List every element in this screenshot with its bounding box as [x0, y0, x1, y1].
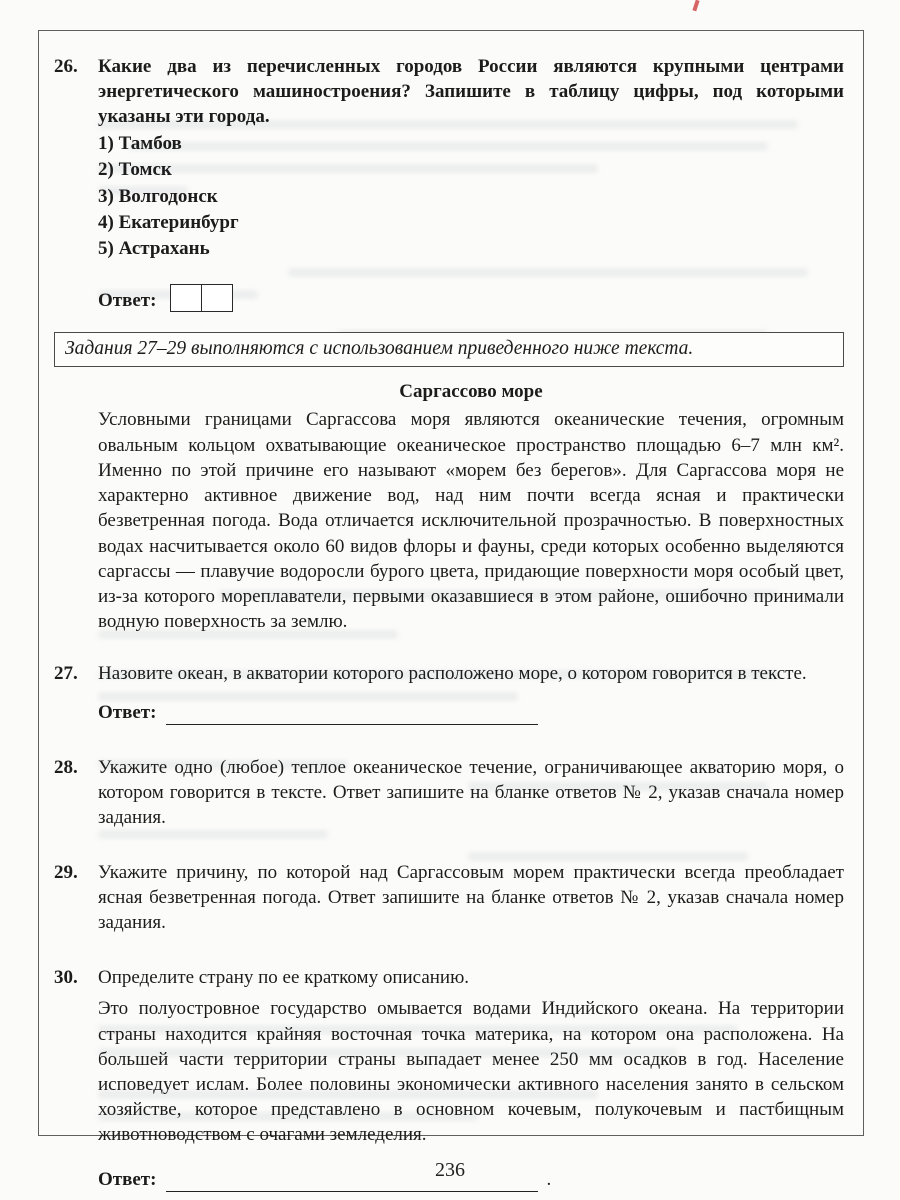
answer-write-line[interactable] — [166, 708, 538, 725]
question-26-number: 26. — [54, 56, 78, 77]
question-26-stem: Какие два из перечисленных городов России являются крупными центрами энергетического машиностроения? Запишите в таблицу цифры, под которыми указаны эти города. — [98, 56, 844, 128]
answer-table — [170, 284, 233, 312]
option-2: 2) Томск — [98, 159, 172, 181]
answer-label: Ответ: — [98, 701, 157, 723]
question-28 — [54, 755, 844, 830]
option-3: 3) Волгодонск — [98, 185, 218, 207]
passage-body: Условными границами Саргассова моря являются океанические течения, огромным овальным кольцом охватывающие океаническое пространство площадью 6–7 млн км². Именно по этой причине его называют «морем без берегов». Для Саргассова моря не характерно активное движение вод, над ним почти всегда ясная и практически безветренная погода. Вода отличается исключительной прозрачностью. В поверхностных водах насчитывается около 60 видов флоры и фауны, среди которых особенно выделяются саргассы — плавучие водоросли бурого цвета, придающие поверхности моря особый цвет, из-за которого мореплаватели, первыми оказавшиеся в этом районе, ошибочно принимали водную поверхность за землю. — [98, 409, 844, 633]
option-4: 4) Екатеринбург — [98, 211, 239, 233]
answer-label: Ответ: — [98, 1168, 157, 1190]
question-27-answer-row — [98, 700, 844, 725]
instruction-banner: Задания 27–29 выполняются с использованием приведенного ниже текста. — [54, 332, 844, 367]
question-28-stem: Укажите одно (любое) теплое океаническое течение, ограничивающее акваторию моря, о котором говорится в тексте. Ответ запишите на бланке ответов № 2, указав сначала номер задания. — [98, 756, 844, 829]
answer-cell-2[interactable] — [201, 284, 233, 312]
question-30 — [54, 965, 844, 1192]
scan-artifact — [692, 0, 699, 11]
answer-cell-1[interactable] — [170, 284, 202, 312]
question-27-stem: Назовите океан, в акватории которого расположено море, о котором говорится в тексте. — [98, 662, 807, 684]
question-29-number: 29. — [54, 862, 78, 884]
answer-suffix: . — [546, 1168, 552, 1190]
question-27-number: 27. — [54, 662, 78, 684]
question-27 — [54, 661, 844, 725]
question-29-stem: Укажите причину, по которой над Саргассовым морем практически всегда преобладает ясная безветренная погода. Ответ запишите на бланке ответов № 2, указав сначала номер задания. — [98, 862, 844, 934]
question-29 — [54, 860, 844, 935]
question-26-answer-row — [98, 284, 844, 312]
question-28-number: 28. — [54, 756, 78, 778]
question-26 — [54, 54, 844, 262]
question-30-number: 30. — [54, 967, 78, 989]
answer-label: Ответ: — [98, 290, 157, 312]
question-30-stem: Определите страну по ее краткому описанию. — [98, 967, 470, 989]
option-5: 5) Астрахань — [98, 238, 210, 260]
question-30-description: Это полуостровное государство омывается водами Индийского океана. На территории страны находится крайняя восточная точка материка, на котором она расположена. На большей части территории страны выпадает менее 250 мм осадков в год. Население исповедует ислам. Более половины экономически активного населения занято в сельском хозяйстве, которое представлено в основном кочевым, полукочевым и пастбищным животноводством с очагами земледелия. — [98, 998, 844, 1145]
question-26-options — [98, 131, 844, 262]
page-number: 236 — [435, 1159, 465, 1181]
passage-title: Саргассово море — [399, 381, 543, 403]
option-1: 1) Тамбов — [98, 133, 182, 155]
